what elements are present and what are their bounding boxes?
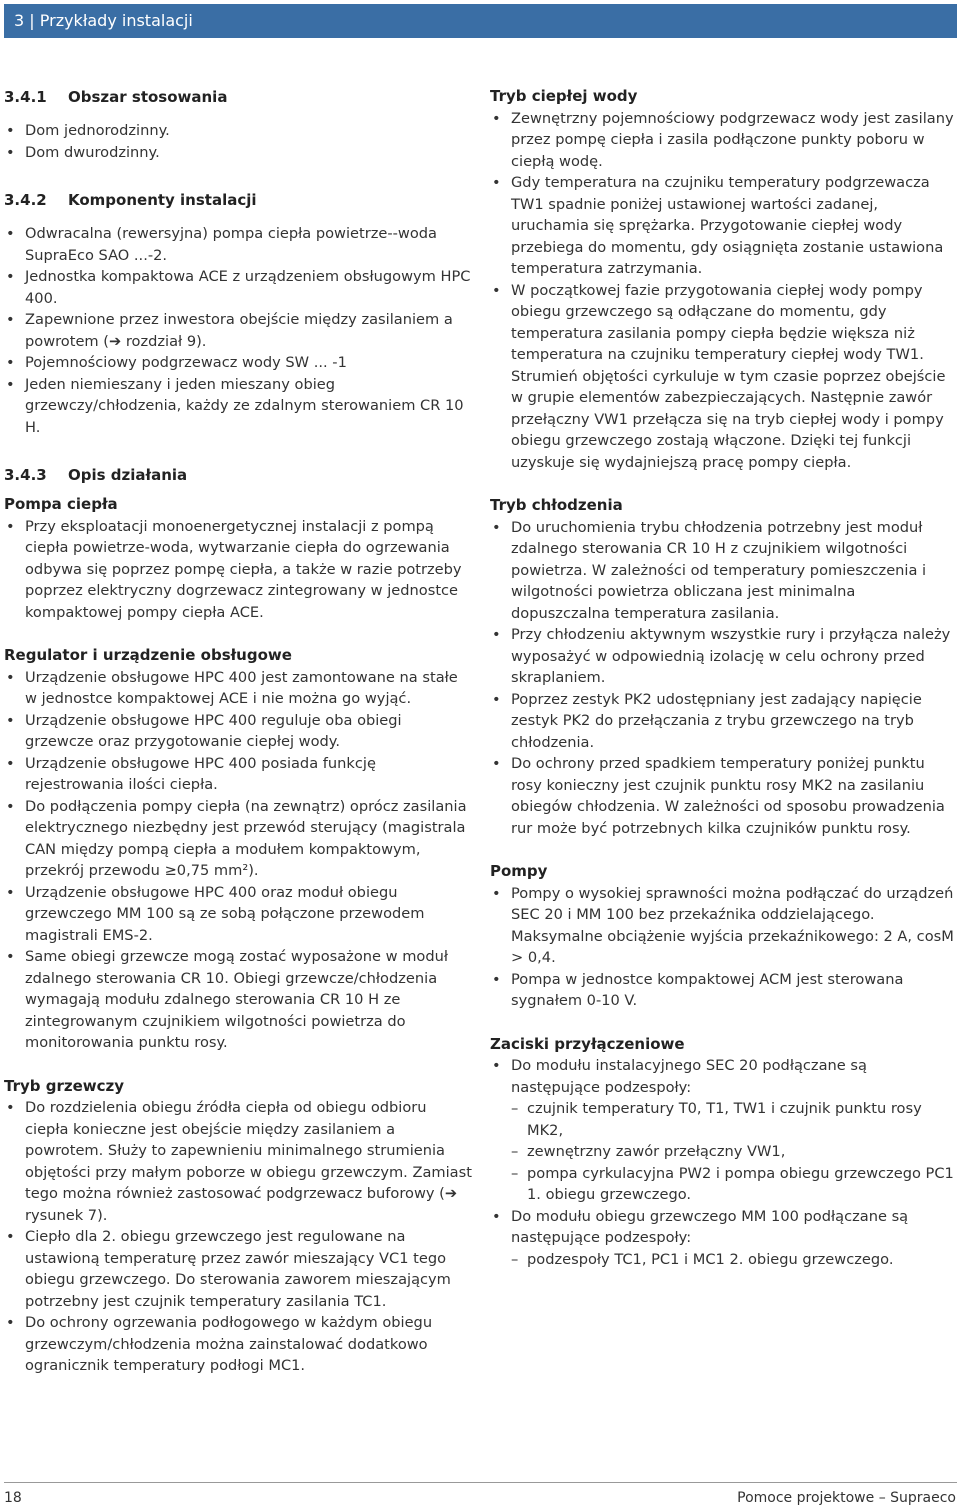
list-item: • Pompa w jednostce kompaktowej ACM jest sterowana sygnałem 0-10 V. — [490, 969, 958, 1012]
sub-list-item: – podzespoły TC1, PC1 i MC1 2. obiegu grzewczego. — [511, 1249, 958, 1271]
bullet-list — [490, 883, 958, 1012]
section-number: 3.4.1 — [4, 88, 47, 106]
page-number: 18 — [4, 1490, 22, 1506]
section-title: Opis działania — [68, 466, 188, 484]
list-item — [490, 1055, 958, 1206]
list-item: • Dom jednorodzinny. — [4, 120, 474, 142]
list-item: • Ciepło dla 2. obiegu grzewczego jest regulowane na ustawioną temperaturę przez zawór mieszający VC1 tego obiegu grzewczego. Do sterowania zaworem mieszającym potrzebny jest czujnik temperatury zasilania TC1. — [4, 1226, 474, 1312]
list-item: • Urządzenie obsługowe HPC 400 reguluje oba obiegi grzewcze oraz przygotowanie ciepłej wody. — [4, 710, 474, 753]
footer-divider — [4, 1482, 957, 1483]
bullet-list — [490, 108, 958, 474]
list-item: • Przy eksploatacji monoenergetycznej instalacji z pompą ciepła powietrze-woda, wytwarzanie ciepła do ogrzewania odbywa się poprzez pompę ciepła, a także w razie potrzeby poprzez elektryczny dogrzewacz zintegrowany w jednostce kompaktowej pompy ciepła ACE. — [4, 516, 474, 624]
subsection-tryb-grzewczy — [4, 1076, 474, 1377]
subsection-heading: Regulator i urządzenie obsługowe — [4, 646, 292, 664]
subsection-heading: Tryb chłodzenia — [490, 496, 623, 514]
section-3-4-3 — [4, 464, 474, 1377]
subsection-regulator — [4, 645, 474, 1054]
list-item: • Do ochrony ogrzewania podłogowego w każdym obiegu grzewczym/chłodzenia można zainstalować dodatkowo ogranicznik temperatury podłogi MC1. — [4, 1312, 474, 1377]
sub-list-item: – pompa cyrkulacyjna PW2 i pompa obiegu grzewczego PC1 1. obiegu grzewczego. — [511, 1163, 958, 1206]
header-bar — [4, 4, 957, 38]
list-item: • Jeden niemieszany i jeden mieszany obieg grzewczy/chłodzenia, każdy ze zdalnym sterowaniem CR 10 H. — [4, 374, 474, 439]
subsection-heading: Pompa ciepła — [4, 495, 118, 513]
subsection-heading: Pompy — [490, 862, 548, 880]
bullet-list — [490, 1055, 958, 1270]
list-item: • Do rozdzielenia obiegu źródła ciepła od obiegu odbioru ciepła konieczne jest obejście między zasilaniem a powrotem. Służy to zapewnieniu minimalnego strumienia objętości przy małym poborze w obiegu grzewczym. Zamiast tego można również zastosować podgrzewacz buforowy (➔ rysunek 7). — [4, 1097, 474, 1226]
bullet-list — [4, 1097, 474, 1377]
list-item: • Same obiegi grzewcze mogą zostać wyposażone w moduł zdalnego sterowania CR 10. Obiegi grzewcze/chłodzenia wymagają modułu zdalnego sterowania CR 10 H ze zintegrowanym czujnikiem wilgotności powietrza do monitorowania punktu rosy. — [4, 946, 474, 1054]
section-heading — [4, 189, 474, 211]
list-item: • Urządzenie obsługowe HPC 400 oraz moduł obiegu grzewczego MM 100 są ze sobą połączone przewodem magistrali EMS-2. — [4, 882, 474, 947]
subsection-pompy — [490, 861, 958, 1012]
sub-list-item: – czujnik temperatury T0, T1, TW1 i czujnik punktu rosy MK2, — [511, 1098, 958, 1141]
subsection-tryb-chlodzenia — [490, 495, 958, 839]
bullet-list — [4, 516, 474, 624]
bullet-list — [4, 120, 474, 163]
subsection-heading: Tryb ciepłej wody — [490, 87, 638, 105]
list-item: • Jednostka kompaktowa ACE z urządzeniem obsługowym HPC 400. — [4, 266, 474, 309]
section-number: 3.4.3 — [4, 466, 47, 484]
list-item: • Dom dwurodzinny. — [4, 142, 474, 164]
bullet-list — [4, 223, 474, 438]
section-3-4-1 — [4, 86, 474, 163]
subsection-pompa — [4, 494, 474, 623]
section-number: 3.4.2 — [4, 191, 47, 209]
list-item: • Zapewnione przez inwestora obejście między zasilaniem a powrotem (➔ rozdział 9). — [4, 309, 474, 352]
footer-document-title: Pomoce projektowe – Supraeco — [737, 1490, 956, 1506]
list-item: • Gdy temperatura na czujniku temperatury podgrzewacza TW1 spadnie poniżej ustawionej wartości zadanej, uruchamia się sprężarka. Przygotowanie ciepłej wody przebiega do momentu, gdy osiągnięta zostanie ustawiona temperatura zatrzymania. — [490, 172, 958, 280]
section-title: Obszar stosowania — [68, 88, 228, 106]
header-title: 3 | Przykłady instalacji — [14, 11, 193, 30]
list-item: • Urządzenie obsługowe HPC 400 posiada funkcję rejestrowania ilości ciepła. — [4, 753, 474, 796]
sub-list — [511, 1098, 958, 1206]
list-item: • Odwracalna (rewersyjna) pompa ciepła powietrze--woda SupraEco SAO ...-2. — [4, 223, 474, 266]
list-item: • Do ochrony przed spadkiem temperatury poniżej punktu rosy konieczny jest czujnik punktu rosy MK2 na zasilaniu obiegów chłodzenia. W zależności od sposobu prowadzenia rur może być potrzebnych kilka czujników punktu rosy. — [490, 753, 958, 839]
bullet-list — [4, 667, 474, 1054]
section-heading — [4, 464, 474, 486]
list-item-text: Do modułu instalacyjnego SEC 20 podłączane są następujące podzespoły: — [511, 1057, 867, 1096]
section-title: Komponenty instalacji — [68, 191, 257, 209]
list-item — [490, 1206, 958, 1271]
list-item: • Zewnętrzny pojemnościowy podgrzewacz wody jest zasilany przez pompę ciepła i zasila podłączone punkty poboru w ciepłą wodę. — [490, 108, 958, 173]
right-column — [490, 86, 958, 1270]
sub-list-item: – zewnętrzny zawór przełączny VW1, — [511, 1141, 958, 1163]
subsection-heading: Zaciski przyłączeniowe — [490, 1034, 685, 1053]
list-item: • Przy chłodzeniu aktywnym wszystkie rury i przyłącza należy wyposażyć w odpowiednią izolację w celu ochrony przed skraplaniem. — [490, 624, 958, 689]
list-item: • Pompy o wysokiej sprawności można podłączać do urządzeń SEC 20 i MM 100 bez przekaźnika oddzielającego. Maksymalne obciążenie wyjścia przekaźnikowego: 2 A, cosM > 0,4. — [490, 883, 958, 969]
subsection-tryb-cwu — [490, 86, 958, 473]
section-3-4-2 — [4, 189, 474, 438]
left-column — [4, 86, 474, 1377]
bullet-list — [490, 517, 958, 840]
list-item: • Urządzenie obsługowe HPC 400 jest zamontowane na stałe w jednostce kompaktowej ACE i nie można go wyjąć. — [4, 667, 474, 710]
list-item: • W początkowej fazie przygotowania ciepłej wody pompy obiegu grzewczego są odłączane do momentu, gdy temperatura zasilania pompy ciepła będzie większa niż temperatura na czujniku temperatury ciepłej wody TW1. Strumień objętości cyrkuluje w tym czasie poprzez obejście w grupie elementów zabezpieczających. Następnie zawór przełączny VW1 przełącza się na tryb ciepłej wody i pompy obiegu grzewczego zostają włączone. Dzięki tej funkcji uzyskuje się wydajniejszą pracę pompy ciepła. — [490, 280, 958, 474]
section-heading — [4, 86, 474, 108]
subsection-zaciski — [490, 1034, 958, 1271]
list-item: • Do podłączenia pompy ciepła (na zewnątrz) oprócz zasilania elektrycznego niezbędny jest przewód sterujący (magistrala CAN między pompą ciepła a modułem kompaktowym, przekrój przewodu ≥0,75 mm²). — [4, 796, 474, 882]
list-item: • Pojemnościowy podgrzewacz wody SW ... -1 — [4, 352, 474, 374]
subsection-heading: Tryb grzewczy — [4, 1076, 125, 1095]
list-item: • Poprzez zestyk PK2 udostępniany jest zadający napięcie zestyk PK2 do przełączania z trybu grzewczego na tryb chłodzenia. — [490, 689, 958, 754]
list-item: • Do uruchomienia trybu chłodzenia potrzebny jest moduł zdalnego sterowania CR 10 H z czujnikiem wilgotności powietrza. W zależności od temperatury pomieszczenia i wilgotności powietrza obliczana jest minimalna dopuszczalna temperatura zasilania. — [490, 517, 958, 625]
sub-list — [511, 1249, 958, 1271]
list-item-text: Do modułu obiegu grzewczego MM 100 podłączane są następujące podzespoły: — [511, 1207, 909, 1246]
